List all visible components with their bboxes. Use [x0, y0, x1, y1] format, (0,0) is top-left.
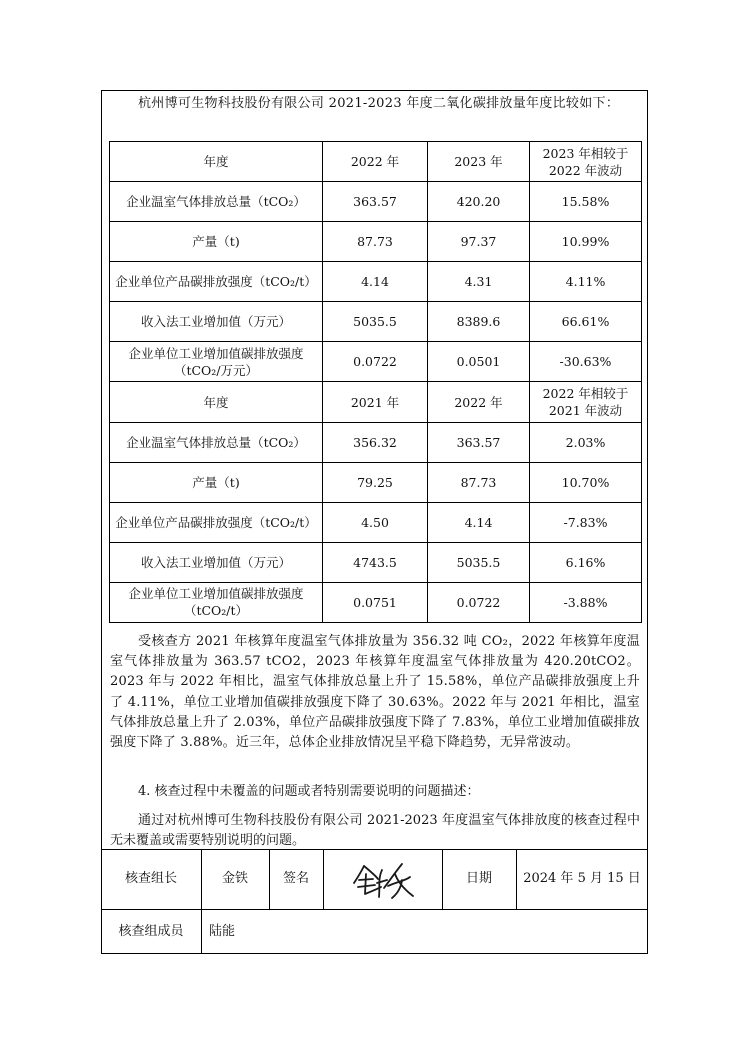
- table-cell: 0.0722: [428, 582, 530, 622]
- table-cell: 15.58%: [530, 182, 642, 222]
- table-cell: -3.88%: [530, 582, 642, 622]
- signoff-middle-line: [101, 909, 648, 910]
- members-value: 陆能: [209, 924, 236, 939]
- table-row: [110, 462, 642, 502]
- table-header-cell: 2021 年: [323, 382, 428, 422]
- table-cell: 6.16%: [530, 542, 642, 582]
- table-row: [110, 582, 642, 622]
- date-value: 2024 年 5 月 15 日: [523, 871, 641, 886]
- table-header-cell: 2023 年: [428, 142, 530, 182]
- table-row-label: 收入法工业增加值（万元）: [110, 542, 323, 582]
- table-cell: 0.0501: [428, 342, 530, 382]
- table-cell: -30.63%: [530, 342, 642, 382]
- table-cell: 5035.5: [323, 302, 428, 342]
- table-row: [110, 262, 642, 302]
- table-header-cell: 年度: [110, 382, 323, 422]
- table-cell: 2.03%: [530, 422, 642, 462]
- table-row: [110, 542, 642, 582]
- table-row-label: 收入法工业增加值（万元）: [110, 302, 323, 342]
- table-row-label: 企业温室气体排放总量（tCO₂）: [110, 182, 323, 222]
- table-cell: 363.57: [323, 182, 428, 222]
- leader-name: 金铁: [221, 871, 248, 886]
- table-cell: 87.73: [323, 222, 428, 262]
- section-4-body: 通过对杭州博可生物科技股份有限公司 2021-2023 年度温室气体排放度的核查过程中无未覆盖或需要特别说明的问题。: [110, 813, 640, 848]
- table-header-cell: 2022 年相较于 2021 年波动: [530, 382, 642, 422]
- analysis-paragraph: 受核查方 2021 年核算年度温室气体排放量为 356.32 吨 CO₂，2022 年核算年度温室气体排放量为 363.57 tCO2，2023 年核算年度温室气体排放量为 420.20tCO2。2023 年与 2022 年相比，温室气体排放总量上升了 15.58%，单位产品碳排放强度上升了 4.11%，单位工业增加值碳排放强度下降了 30.63%。2022 年与 2021 年相比，温室气体排放总量上升了 2.03%，单位产品碳排放强度下降了 7.83%，单位工业增加值碳排放强度下降了 3.88%。近三年，总体企业排放情况呈平稳下降趋势，无异常波动。: [110, 634, 640, 751]
- table-cell: 10.99%: [530, 222, 642, 262]
- table-header-cell: 2022 年: [428, 382, 530, 422]
- table-cell: 8389.6: [428, 302, 530, 342]
- sign-label: 签名: [282, 871, 309, 886]
- handwritten-signature: [350, 856, 420, 902]
- leader-label: 核查组长: [124, 871, 177, 886]
- table-header-row: [110, 142, 642, 182]
- table-cell: 4.11%: [530, 262, 642, 302]
- table-row-label: 企业单位工业增加值碳排放强度（tCO₂/t）: [110, 582, 323, 622]
- table-cell: 4743.5: [323, 542, 428, 582]
- table-row-label: 企业单位工业增加值碳排放强度（tCO₂/万元）: [110, 342, 323, 382]
- table-cell: 10.70%: [530, 462, 642, 502]
- table-row: [110, 342, 642, 382]
- section-4-heading: 4. 核查过程中未覆盖的问题或者特别需要说明的问题描述：: [138, 784, 480, 799]
- signoff-divider: [201, 849, 202, 954]
- table-row: [110, 422, 642, 462]
- table-row: [110, 502, 642, 542]
- table-cell: 4.14: [428, 502, 530, 542]
- table-cell: 4.14: [323, 262, 428, 302]
- table-cell: 0.0722: [323, 342, 428, 382]
- signoff-divider: [323, 849, 324, 909]
- table-cell: 79.25: [323, 462, 428, 502]
- table-row: [110, 302, 642, 342]
- emission-comparison-table: [109, 141, 642, 623]
- table-header-row: [110, 382, 642, 422]
- table-cell: 4.50: [323, 502, 428, 542]
- table-cell: 5035.5: [428, 542, 530, 582]
- table-row-label: 产量（t): [110, 222, 323, 262]
- table-header-cell: 2023 年相较于 2022 年波动: [530, 142, 642, 182]
- table-row-label: 企业温室气体排放总量（tCO₂）: [110, 422, 323, 462]
- table-cell: -7.83%: [530, 502, 642, 542]
- table-cell: 0.0751: [323, 582, 428, 622]
- signoff-top-line: [101, 849, 648, 850]
- table-cell: 97.37: [428, 222, 530, 262]
- table-row: [110, 182, 642, 222]
- table-cell: 66.61%: [530, 302, 642, 342]
- table-cell: 87.73: [428, 462, 530, 502]
- intro-paragraph: 杭州博可生物科技股份有限公司 2021-2023 年度二氧化碳排放量年度比较如下：: [138, 96, 620, 111]
- table-row-label: 企业单位产品碳排放强度（tCO₂/t）: [110, 262, 323, 302]
- table-header-cell: 年度: [110, 142, 323, 182]
- table-cell: 356.32: [323, 422, 428, 462]
- table-cell: 4.31: [428, 262, 530, 302]
- members-label: 核查组成员: [118, 924, 184, 939]
- table-row-label: 企业单位产品碳排放强度（tCO₂/t）: [110, 502, 323, 542]
- table-row-label: 产量（t): [110, 462, 323, 502]
- table-header-cell: 2022 年: [323, 142, 428, 182]
- table-cell: 363.57: [428, 422, 530, 462]
- table-row: [110, 222, 642, 262]
- date-label: 日期: [465, 871, 492, 886]
- table-cell: 420.20: [428, 182, 530, 222]
